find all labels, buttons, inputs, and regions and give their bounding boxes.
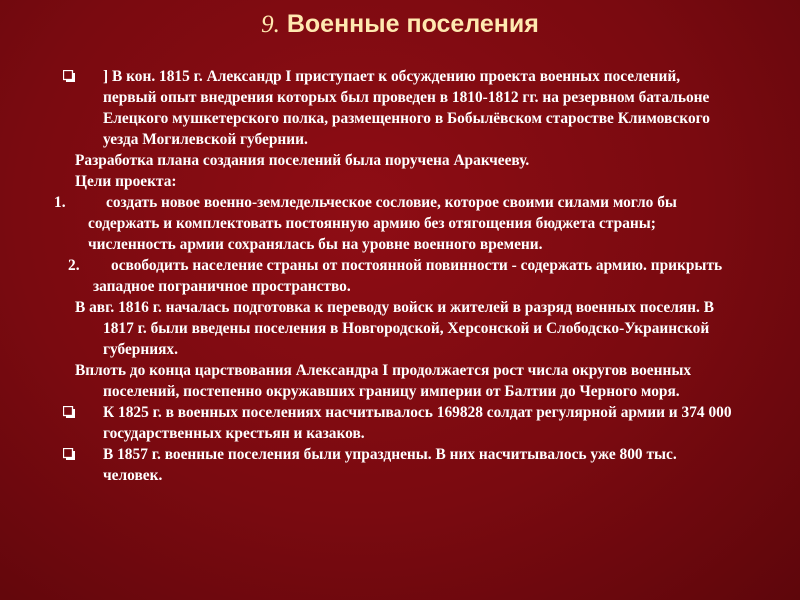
goal-2-text: освободить население страны от постоянной повинности - содержать армию. прикрыть западное пограничное пространство. <box>93 257 723 295</box>
paragraph-4: В авг. 1816 г. началась подготовка к переводу войск и жителей в разряд военных поселян. В 1817 г. были введены поселения в Новгородской, Херсонской и Слободско-Украинской губерниях. <box>75 299 714 358</box>
slide-title <box>0 10 800 39</box>
paragraph-7 <box>60 444 736 486</box>
slide-title-number: 9. <box>261 11 280 38</box>
goal-1-number: 1. <box>54 194 66 211</box>
paragraph-2: Разработка плана создания поселений была поручена Аракчееву. <box>75 152 530 169</box>
paragraph-6 <box>60 402 736 444</box>
paragraph-6-text: К 1825 г. в военных поселениях насчитывалось 169828 солдат регулярной армии и 374 000 государственных крестьян и казаков. <box>103 404 732 442</box>
paragraph-7-text: В 1857 г. военные поселения были упразднены. В них насчитывалось уже 800 тыс. человек. <box>103 446 677 484</box>
paragraph-3: Цели проекта: <box>75 173 177 190</box>
goal-1 <box>54 192 736 255</box>
goal-2-number: 2. <box>68 257 80 274</box>
slide-title-text: Военные поселения <box>286 10 539 38</box>
hollow-square-bullet-icon <box>63 406 75 418</box>
goal-2 <box>60 255 736 297</box>
hollow-square-bullet-icon <box>63 448 75 460</box>
slide-body <box>54 66 736 486</box>
paragraph-5: Вплоть до конца царствования Александра I продолжается рост числа округов военных поселений, постепенно окружавших границу империи от Балтии до Черного моря. <box>75 362 692 400</box>
goal-1-text: создать новое военно-земледельческое сословие, которое своими силами могло бы содержать и комплектовать постоянную армию без отягощения бюджета страны; численность армии сохранялась бы на уровне военного времени. <box>88 194 677 253</box>
hollow-square-bullet-icon <box>63 70 75 82</box>
paragraph-1 <box>60 66 736 150</box>
paragraph-1-text: ] В кон. 1815 г. Александр I приступает к обсуждению проекта военных поселений, первый опыт внедрения которых был проведен в 1810-1812 гг. на резервном батальоне Елецкого мушкетерского полка, размещенного в Бобылёвском старостве Климовского уезда Могилевской губернии. <box>103 68 710 148</box>
